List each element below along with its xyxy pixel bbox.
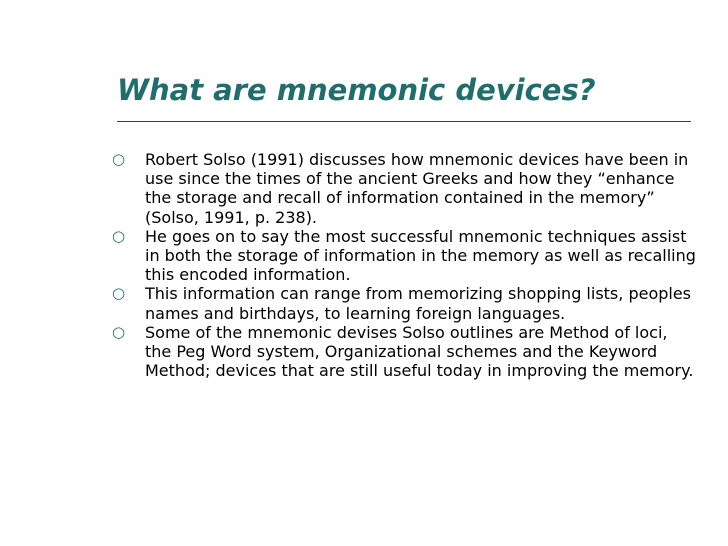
bullet-text: He goes on to say the most successful mnemonic techniques assist in both the storage of information in the memory as well as recalling this encoded information. bbox=[145, 226, 696, 285]
bullet-item bbox=[108, 150, 698, 227]
bullet-list bbox=[108, 150, 698, 380]
bullet-item bbox=[108, 284, 698, 322]
title-divider bbox=[117, 121, 691, 122]
bullet-item bbox=[108, 323, 698, 381]
bullet-item bbox=[108, 227, 698, 285]
bullet-text: Some of the mnemonic devises Solso outlines are Method of loci, the Peg Word system, Organizational schemes and the Keyword Method; devices that are still useful today in improving the memory. bbox=[145, 322, 694, 381]
bullet-text: This information can range from memorizing shopping lists, peoples names and birthdays, to learning foreign languages. bbox=[145, 284, 692, 323]
hollow-circle-bullet-icon: ○ bbox=[112, 150, 126, 168]
hollow-circle-bullet-icon: ○ bbox=[112, 284, 126, 303]
hollow-circle-bullet-icon: ○ bbox=[112, 226, 126, 245]
slide-title: What are mnemonic devices? bbox=[117, 73, 596, 107]
bullet-text: Robert Solso (1991) discusses how mnemonic devices have been in use since the times of the ancient Greeks and how they “enhance the storage and recall of information contained in the memory” (Solso, 1991, p. 238). bbox=[145, 150, 689, 227]
hollow-circle-bullet-icon: ○ bbox=[112, 322, 126, 341]
